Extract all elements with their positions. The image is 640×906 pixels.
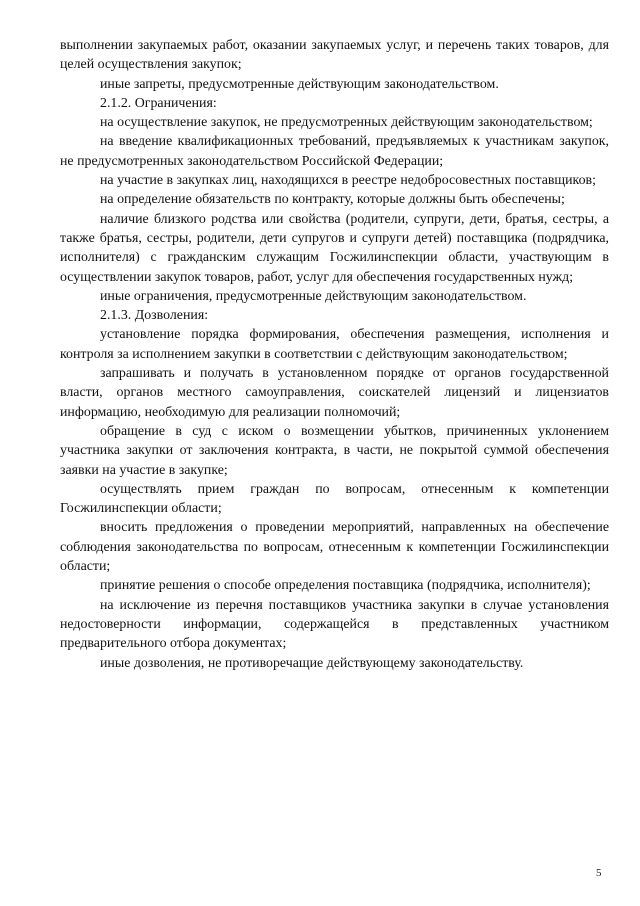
- paragraph-continuation: выполнении закупаемых работ, оказании закупаемых услуг, и перечень таких товаров, для целей осуществления закупок;: [60, 38, 609, 73]
- paragraph-permission-supplier-method: принятие решения о способе определения поставщика (подрядчика, исполнителя);: [100, 578, 591, 594]
- paragraph-permission-citizens: осуществлять прием граждан по вопросам, отнесенным к компетенции Госжилинспекции области;: [60, 481, 609, 517]
- paragraph-permission-exclusion: на исключение из перечня поставщиков участника закупки в случае установления недостоверности информации, содержащейся в представленных участником предварительного отбора документах;: [60, 597, 609, 652]
- page-number: 5: [596, 867, 602, 879]
- heading-permissions: 2.1.3. Дозволения:: [100, 308, 209, 324]
- paragraph-restriction-obligations: на определение обязательств по контракту, которые должны быть обеспечены;: [100, 192, 565, 208]
- paragraph-other-restrictions: иные ограничения, предусмотренные действующим законодательством.: [100, 288, 527, 304]
- document-body: [60, 36, 609, 673]
- paragraph-other-prohibitions: иные запреты, предусмотренные действующим законодательством.: [100, 76, 499, 92]
- paragraph-restriction-qualification: на введение квалификационных требований, предъявляемых к участникам закупок, не предусмотренных законодательством Российской Федерации;: [60, 134, 609, 169]
- paragraph-restriction-registry: на участие в закупках лиц, находящихся в реестре недобросовестных поставщиков;: [100, 173, 596, 189]
- paragraph-restriction-kinship: наличие близкого родства или свойства (родители, супруги, дети, братья, сестры, а также братья, сестры, родители, дети супругов и супруги детей) поставщика (подрядчика, исполнителя) с гражданским служащим Госжилинспекции области, участвующим в осуществлении закупок товаров, работ, услуг для обеспечения государственных нужд;: [60, 211, 609, 285]
- paragraph-permission-court: обращение в суд с иском о возмещении убытков, причиненных уклонением участника закупки от заключения контракта, в части, не покрытой суммой обеспечения заявки на участие в закупке;: [60, 423, 609, 478]
- heading-restrictions: 2.1.2. Ограничения:: [100, 95, 217, 111]
- paragraph-permission-procedure: установление порядка формирования, обеспечения размещения, исполнения и контроля за исполнением закупки в соответствии с действующим законодательством;: [60, 327, 609, 362]
- paragraph-restriction-procurement: на осуществление закупок, не предусмотренных действующим законодательством;: [100, 115, 593, 131]
- paragraph-permission-request-info: запрашивать и получать в установленном порядке от органов государственной власти, органов местного самоуправления, соискателей лицензий и лицензиатов информацию, необходимую для реализации полномочий;: [60, 366, 609, 420]
- paragraph-other-permissions: иные дозволения, не противоречащие действующему законодательству.: [100, 655, 524, 671]
- paragraph-permission-proposals: вносить предложения о проведении мероприятий, направленных на обеспечение соблюдения законодательства по вопросам, отнесенным к компетенции Госжилинспекции области;: [60, 520, 609, 575]
